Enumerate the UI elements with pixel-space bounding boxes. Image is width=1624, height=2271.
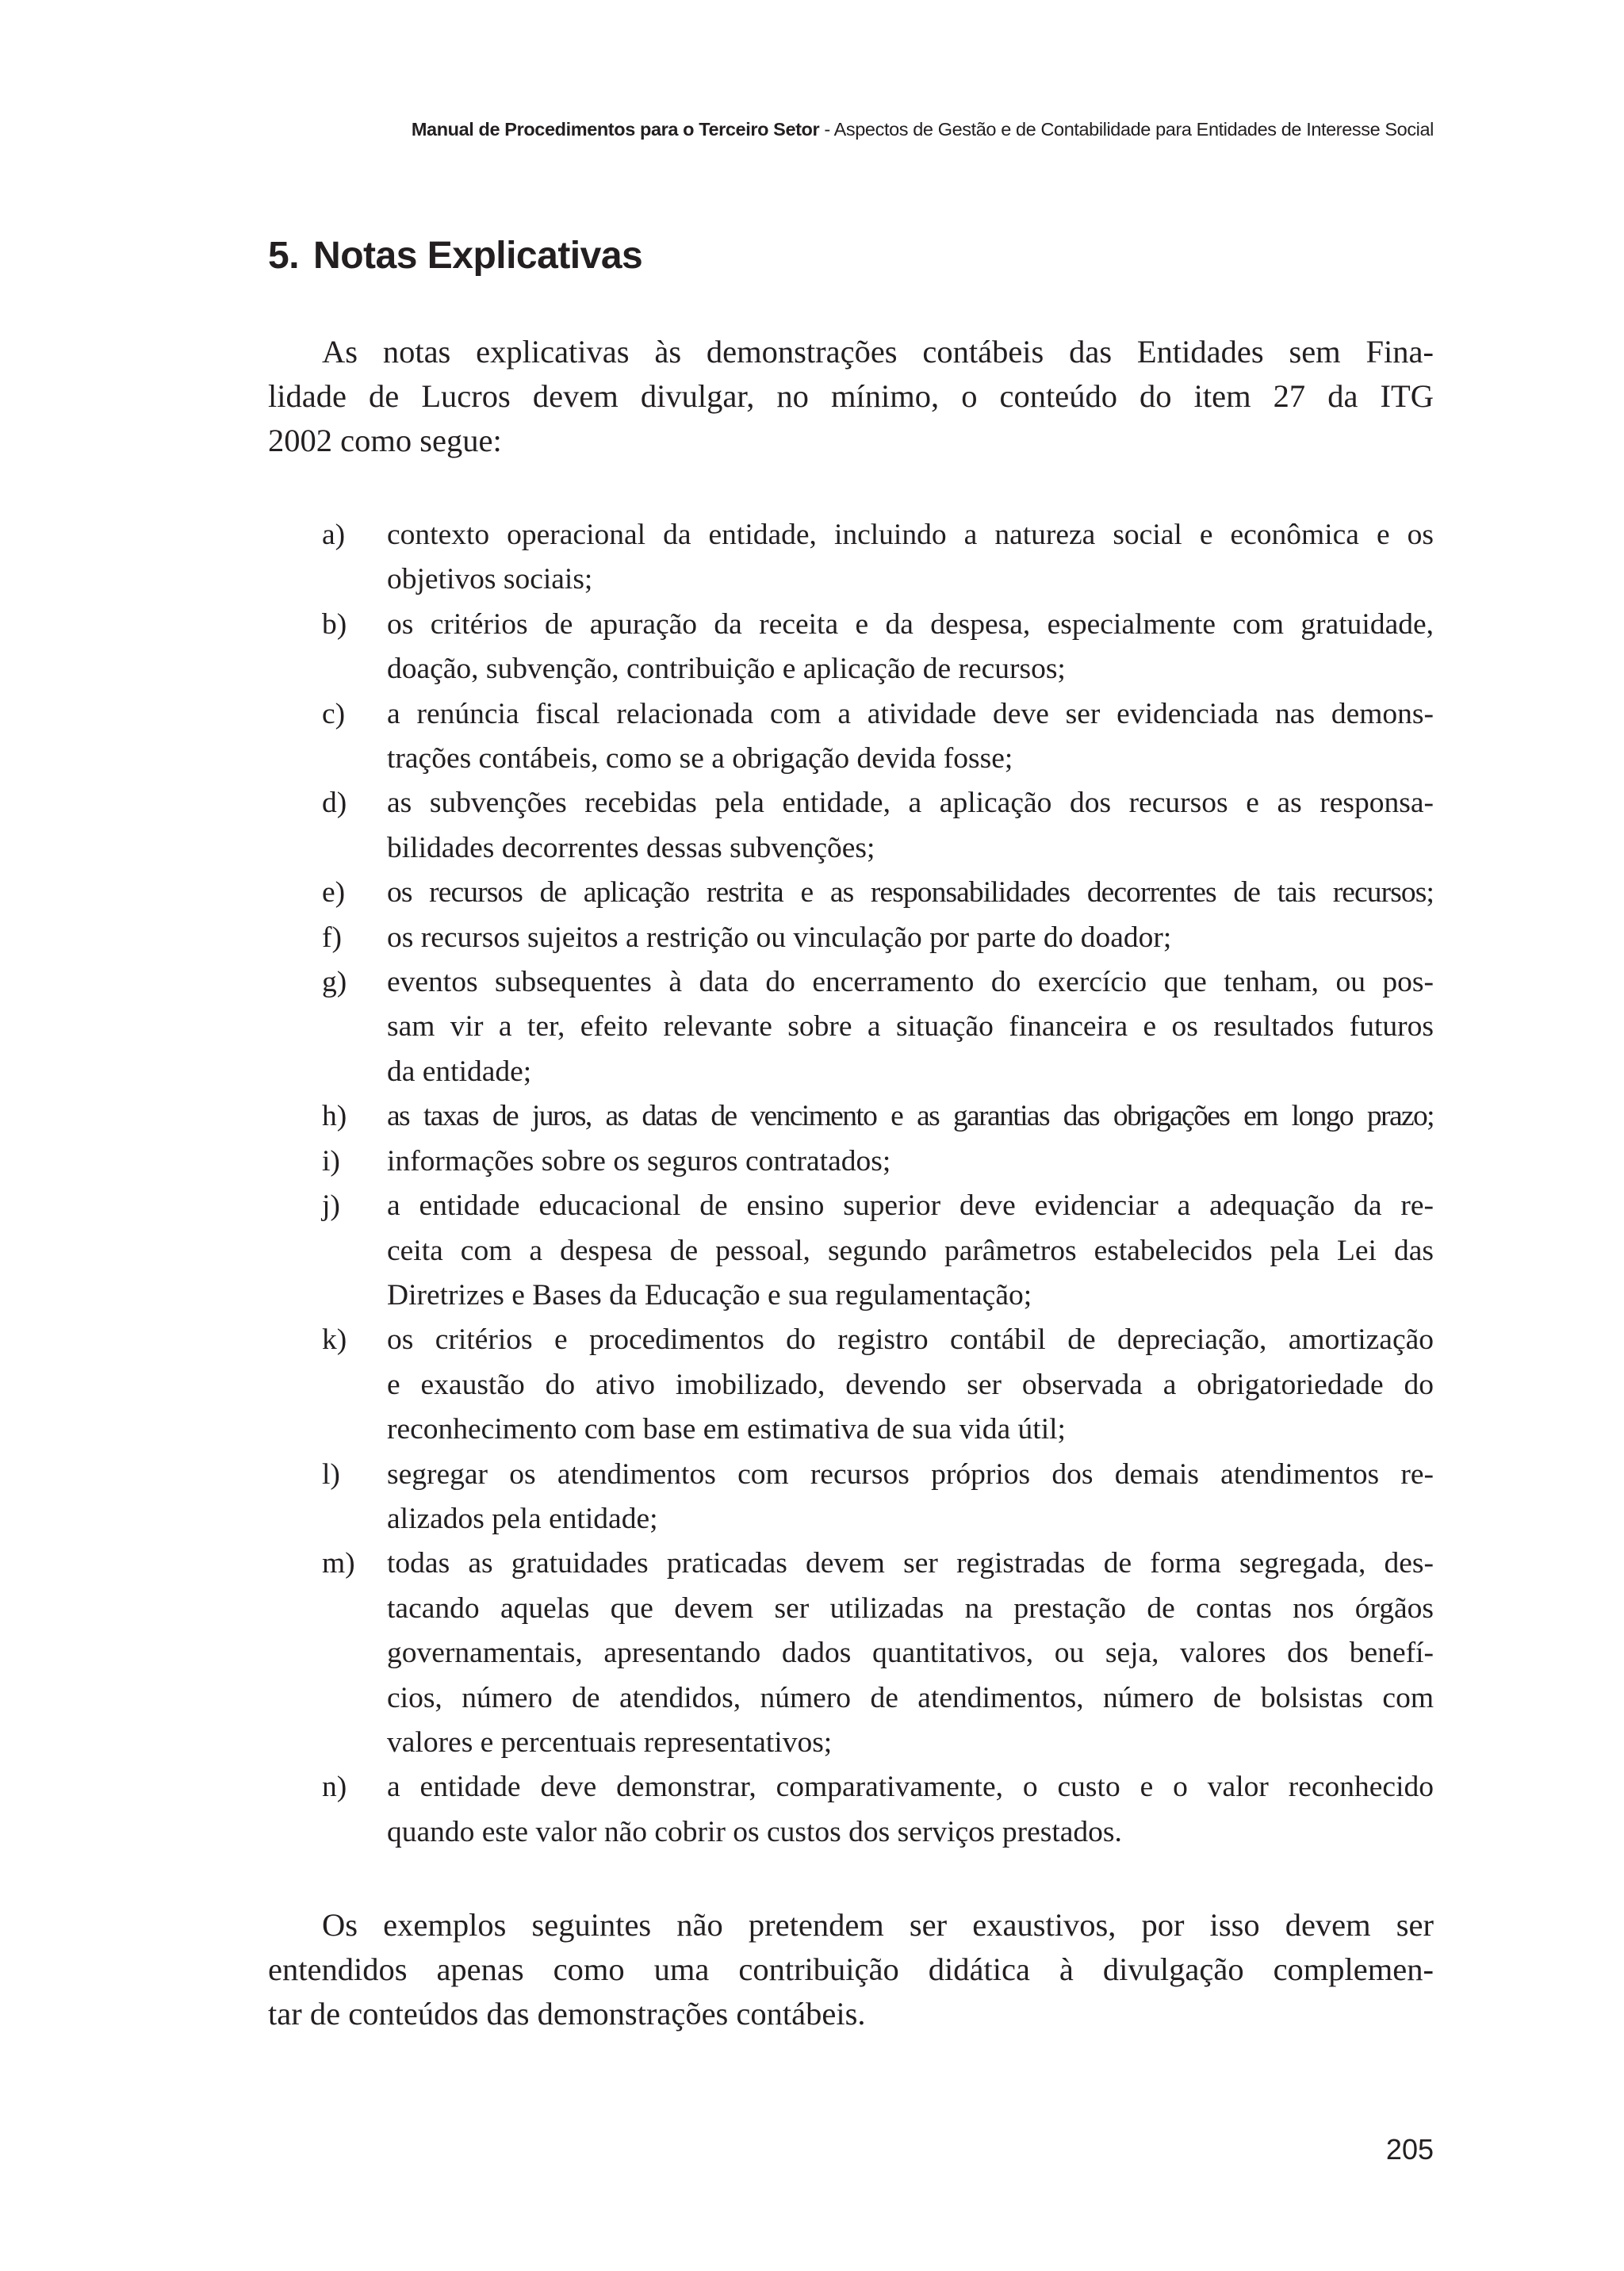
list-item bbox=[268, 1541, 1434, 1765]
list-item-line: Diretrizes e Bases da Educação e sua regulamentação; bbox=[387, 1278, 1032, 1312]
list-item-line: informações sobre os seguros contratados; bbox=[387, 1144, 891, 1178]
section-number: 5. bbox=[268, 235, 300, 277]
list-marker: i) bbox=[322, 1144, 340, 1178]
list-item bbox=[268, 603, 1434, 692]
list-marker: l) bbox=[322, 1457, 340, 1491]
list-marker: j) bbox=[322, 1189, 340, 1223]
list-item-line: eventos subsequentes à data do encerramento do exercício que tenham, ou pos- bbox=[387, 966, 1434, 999]
list-marker: g) bbox=[322, 966, 347, 999]
list-item-line: governamentais, apresentando dados quantitativos, ou seja, valores dos benefí- bbox=[387, 1637, 1434, 1670]
list-item bbox=[268, 1094, 1434, 1139]
list-item bbox=[268, 871, 1434, 915]
list-item bbox=[268, 781, 1434, 871]
list-item-line: os recursos de aplicação restrita e as responsabilidades decorrentes de tais recursos; bbox=[387, 876, 1434, 910]
list-item-line: todas as gratuidades praticadas devem ser registradas de forma segregada, des- bbox=[387, 1547, 1434, 1580]
list-item bbox=[268, 1453, 1434, 1542]
closing-paragraph bbox=[268, 1903, 1434, 2036]
list-item-line: as subvenções recebidas pela entidade, a aplicação dos recursos e as responsa- bbox=[387, 787, 1434, 820]
list-item-line: valores e percentuais representativos; bbox=[387, 1725, 833, 1759]
list-item-line: ceita com a despesa de pessoal, segundo parâmetros estabelecidos pela Lei das bbox=[387, 1234, 1434, 1267]
list-item bbox=[268, 1184, 1434, 1318]
list-item bbox=[268, 960, 1434, 1094]
list-item-line: sam vir a ter, efeito relevante sobre a situação financeira e os resultados futuros bbox=[387, 1010, 1434, 1044]
list-item-line: trações contábeis, como se a obrigação devida fosse; bbox=[387, 742, 1013, 776]
list-marker: c) bbox=[322, 697, 346, 730]
list-marker: f) bbox=[322, 921, 342, 954]
intro-paragraph bbox=[268, 330, 1434, 463]
list-item-line: os recursos sujeitos a restrição ou vinculação por parte do doador; bbox=[387, 921, 1172, 954]
header-title-bold: Manual de Procedimentos para o Terceiro Setor bbox=[411, 119, 820, 140]
section-title-text: Notas Explicativas bbox=[313, 235, 643, 277]
header-title-rest: - Aspectos de Gestão e de Contabilidade para Entidades de Interesse Social bbox=[819, 119, 1434, 140]
list-item-line: e exaustão do ativo imobilizado, devendo ser observada a obrigatoriedade do bbox=[387, 1368, 1434, 1401]
list-item-line: objetivos sociais; bbox=[387, 563, 593, 596]
list-marker: k) bbox=[322, 1323, 347, 1357]
intro-line: 2002 como segue: bbox=[268, 423, 502, 458]
closing-line: entendidos apenas como uma contribuição didática à divulgação complemen- bbox=[268, 1951, 1434, 1987]
list-item bbox=[268, 1139, 1434, 1184]
closing-line: Os exemplos seguintes não pretendem ser exaustivos, por isso devem ser bbox=[322, 1907, 1434, 1943]
list-item-line: a renúncia fiscal relacionada com a atividade deve ser evidenciada nas demons- bbox=[387, 697, 1434, 730]
list-marker: d) bbox=[322, 787, 347, 820]
list-marker: b) bbox=[322, 607, 347, 641]
list-item-line: os critérios e procedimentos do registro contábil de depreciação, amortização bbox=[387, 1323, 1434, 1357]
list-item-line: as taxas de juros, as datas de vencimento e as garantias das obrigações em longo prazo; bbox=[387, 1100, 1434, 1133]
list-marker: h) bbox=[322, 1100, 347, 1133]
list-item-line: doação, subvenção, contribuição e aplicação de recursos; bbox=[387, 653, 1066, 686]
list-item bbox=[268, 513, 1434, 603]
list-marker: e) bbox=[322, 876, 346, 910]
list-item bbox=[268, 692, 1434, 782]
list-item-line: quando este valor não cobrir os custos dos serviços prestados. bbox=[387, 1815, 1122, 1848]
page-number: 205 bbox=[1385, 2133, 1434, 2166]
list-marker: m) bbox=[322, 1547, 355, 1580]
list-item-line: contexto operacional da entidade, incluindo a natureza social e econômica e os bbox=[387, 519, 1434, 551]
list-item-line: bilidades decorrentes dessas subvenções; bbox=[387, 831, 875, 864]
list-item-line: a entidade educacional de ensino superior deve evidenciar a adequação da re- bbox=[387, 1189, 1434, 1223]
list-item-line: da entidade; bbox=[387, 1055, 532, 1088]
closing-line: tar de conteúdos das demonstrações contábeis. bbox=[268, 1996, 866, 2032]
list-marker: n) bbox=[322, 1771, 347, 1804]
intro-line: lidade de Lucros devem divulgar, no mínimo, o conteúdo do item 27 da ITG bbox=[268, 378, 1434, 414]
notes-requirements-list bbox=[268, 513, 1434, 1855]
list-item-line: a entidade deve demonstrar, comparativamente, o custo e o valor reconhecido bbox=[387, 1771, 1434, 1804]
list-marker: a) bbox=[322, 519, 346, 551]
list-item bbox=[268, 916, 1434, 960]
intro-line: As notas explicativas às demonstrações contábeis das Entidades sem Fina- bbox=[322, 334, 1434, 370]
list-item-line: alizados pela entidade; bbox=[387, 1502, 658, 1535]
list-item-line: reconhecimento com base em estimativa de sua vida útil; bbox=[387, 1413, 1066, 1446]
list-item-line: os critérios de apuração da receita e da despesa, especialmente com gratuidade, bbox=[387, 607, 1434, 641]
list-item-line: cios, número de atendidos, número de atendimentos, número de bolsistas com bbox=[387, 1681, 1434, 1714]
list-item-line: segregar os atendimentos com recursos próprios dos demais atendimentos re- bbox=[387, 1457, 1434, 1491]
list-item bbox=[268, 1318, 1434, 1452]
list-item-line: tacando aquelas que devem ser utilizadas na prestação de contas nos órgãos bbox=[387, 1591, 1434, 1625]
list-item bbox=[268, 1765, 1434, 1855]
section-title bbox=[268, 234, 642, 278]
running-header bbox=[393, 119, 1434, 140]
